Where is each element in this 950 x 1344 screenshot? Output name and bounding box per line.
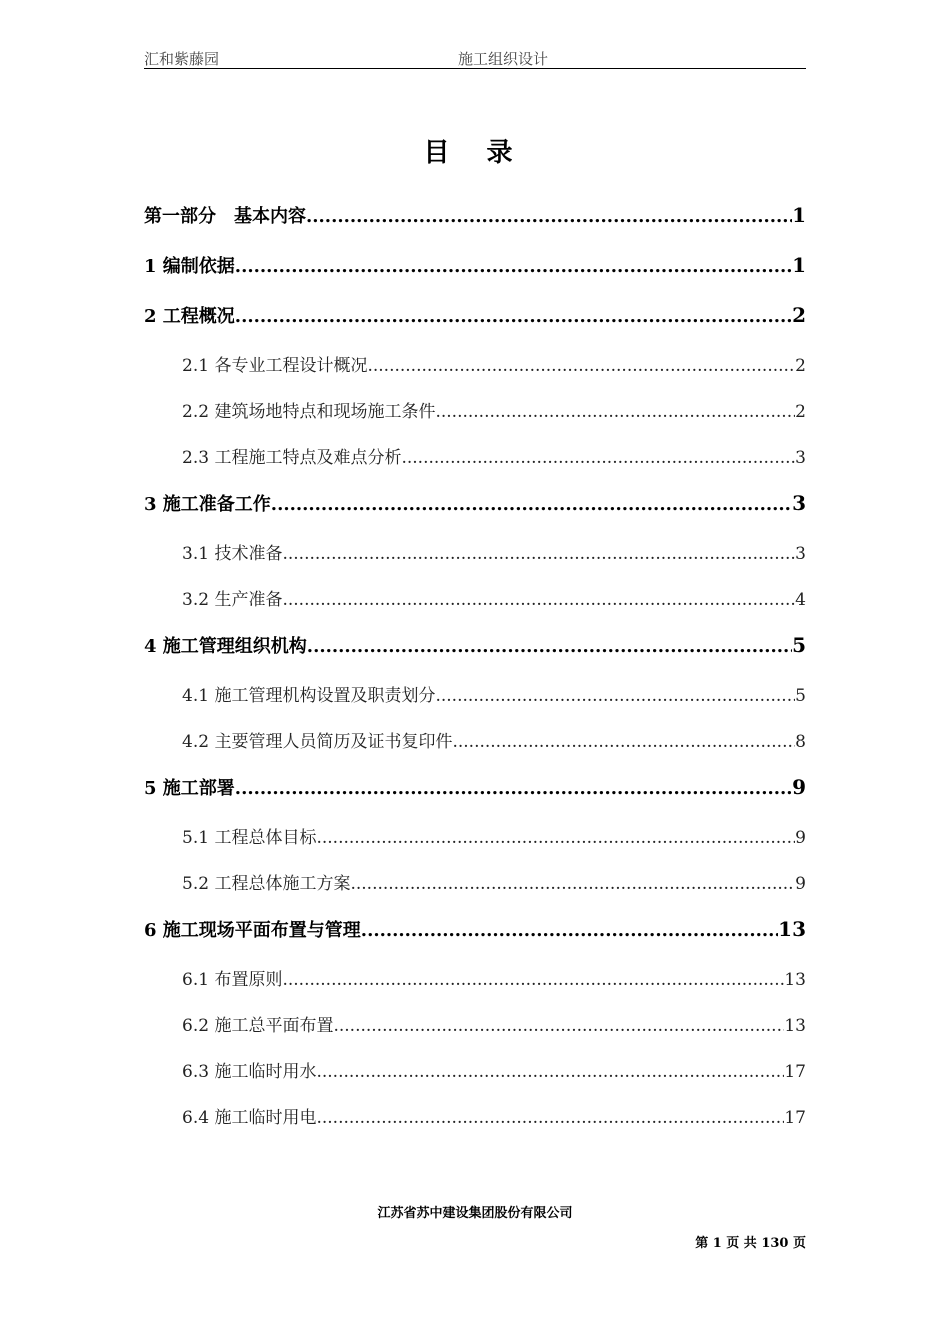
toc-entry-label: 6 施工现场平面布置与管理 xyxy=(144,920,361,941)
toc-entry-label: 2 工程概况 xyxy=(144,306,235,327)
toc-entry-page-number: 9 xyxy=(795,828,806,848)
toc-entry-label: 2.1 各专业工程设计概况 xyxy=(182,356,368,376)
toc-leader-dots xyxy=(435,686,795,706)
toc-entry-label: 第一部分 基本内容 xyxy=(144,206,306,227)
toc-entry-label: 2.3 工程施工特点及难点分析 xyxy=(182,448,402,468)
toc-entry[interactable] xyxy=(182,1057,806,1082)
toc-entry[interactable] xyxy=(144,774,806,800)
toc-entry-page-number: 3 xyxy=(795,448,806,468)
toc-entry[interactable] xyxy=(182,869,806,894)
toc-entry-page-number: 2 xyxy=(795,402,806,422)
toc-entry[interactable] xyxy=(182,539,806,564)
toc-entry-label: 6.3 施工临时用水 xyxy=(182,1062,317,1082)
toc-leader-dots xyxy=(316,1062,784,1082)
toc-entry-page-number: 17 xyxy=(784,1062,806,1082)
toc-entry-label: 2.2 建筑场地特点和现场施工条件 xyxy=(182,402,436,422)
toc-entry-label: 4.1 施工管理机构设置及职责划分 xyxy=(182,686,436,706)
header-document-type: 施工组织设计 xyxy=(458,50,549,68)
toc-entry-page-number: 9 xyxy=(792,775,806,799)
toc-entry-page-number: 1 xyxy=(792,253,806,277)
toc-entry-label: 5.2 工程总体施工方案 xyxy=(182,874,351,894)
page-header xyxy=(144,48,806,69)
toc-leader-dots xyxy=(235,306,792,327)
toc-entry-label: 5 施工部署 xyxy=(144,778,235,799)
toc-entry-page-number: 1 xyxy=(792,203,806,227)
toc-entry[interactable] xyxy=(144,632,806,658)
toc-leader-dots xyxy=(271,494,792,515)
toc-entry-label: 1 编制依据 xyxy=(144,256,235,277)
toc-leader-dots xyxy=(367,356,795,376)
toc-entry-page-number: 8 xyxy=(795,732,806,752)
footer-page-info: 第 1 页 共 130 页 xyxy=(695,1236,806,1251)
toc-entry-label: 6.2 施工总平面布置 xyxy=(182,1016,334,1036)
footer-company: 江苏省苏中建设集团股份有限公司 xyxy=(377,1206,573,1221)
toc-entry-label: 4.2 主要管理人员简历及证书复印件 xyxy=(182,732,453,752)
toc-leader-dots xyxy=(282,544,795,564)
toc-entry-label: 4 施工管理组织机构 xyxy=(144,636,307,657)
toc-leader-dots xyxy=(435,402,795,422)
toc-entry[interactable] xyxy=(182,443,806,468)
toc-leader-dots xyxy=(333,1016,784,1036)
toc-entry[interactable] xyxy=(182,1103,806,1128)
toc-entry[interactable] xyxy=(144,252,806,278)
toc-entry-page-number: 9 xyxy=(795,874,806,894)
toc-leader-dots xyxy=(361,920,778,941)
toc-leader-dots xyxy=(350,874,795,894)
toc-entry-page-number: 2 xyxy=(792,303,806,327)
toc-entry-label: 3 施工准备工作 xyxy=(144,494,271,515)
toc-entry[interactable] xyxy=(182,823,806,848)
toc-entry-label: 6.1 布置原则 xyxy=(182,970,283,990)
toc-entry-page-number: 3 xyxy=(792,491,806,515)
toc-leader-dots xyxy=(452,732,795,752)
header-project-name: 汇和紫藤园 xyxy=(144,50,220,68)
toc-entry[interactable] xyxy=(182,681,806,706)
toc-entry[interactable] xyxy=(144,302,806,328)
toc-entry[interactable] xyxy=(182,585,806,610)
toc-entry-page-number: 5 xyxy=(795,686,806,706)
toc-entry[interactable] xyxy=(182,965,806,990)
toc-entry-page-number: 13 xyxy=(784,970,806,990)
toc-entry-page-number: 13 xyxy=(784,1016,806,1036)
toc-leader-dots xyxy=(307,636,792,657)
toc-leader-dots xyxy=(316,828,795,848)
toc-leader-dots xyxy=(306,206,792,227)
toc-entry-page-number: 4 xyxy=(795,590,806,610)
toc-leader-dots xyxy=(235,778,792,799)
toc-leader-dots xyxy=(282,590,795,610)
toc-entry[interactable] xyxy=(182,1011,806,1036)
toc-entry[interactable] xyxy=(182,397,806,422)
toc-entry-label: 5.1 工程总体目标 xyxy=(182,828,317,848)
page-title: 目 录 xyxy=(423,138,527,168)
toc-leader-dots xyxy=(401,448,795,468)
toc-leader-dots xyxy=(316,1108,784,1128)
toc-entry-label: 3.2 生产准备 xyxy=(182,590,283,610)
toc-entry-page-number: 13 xyxy=(778,917,806,941)
toc-entry[interactable] xyxy=(144,202,806,228)
toc-entry-page-number: 5 xyxy=(792,633,806,657)
toc-entry-label: 3.1 技术准备 xyxy=(182,544,283,564)
toc-entry-label: 6.4 施工临时用电 xyxy=(182,1108,317,1128)
toc-entry[interactable] xyxy=(182,727,806,752)
toc-leader-dots xyxy=(282,970,784,990)
toc-entry[interactable] xyxy=(144,490,806,516)
toc-leader-dots xyxy=(235,256,792,277)
toc-entry-page-number: 17 xyxy=(784,1108,806,1128)
toc-entry-page-number: 2 xyxy=(795,356,806,376)
toc-entry[interactable] xyxy=(144,916,806,942)
toc-entry-page-number: 3 xyxy=(795,544,806,564)
toc-entry[interactable] xyxy=(182,351,806,376)
